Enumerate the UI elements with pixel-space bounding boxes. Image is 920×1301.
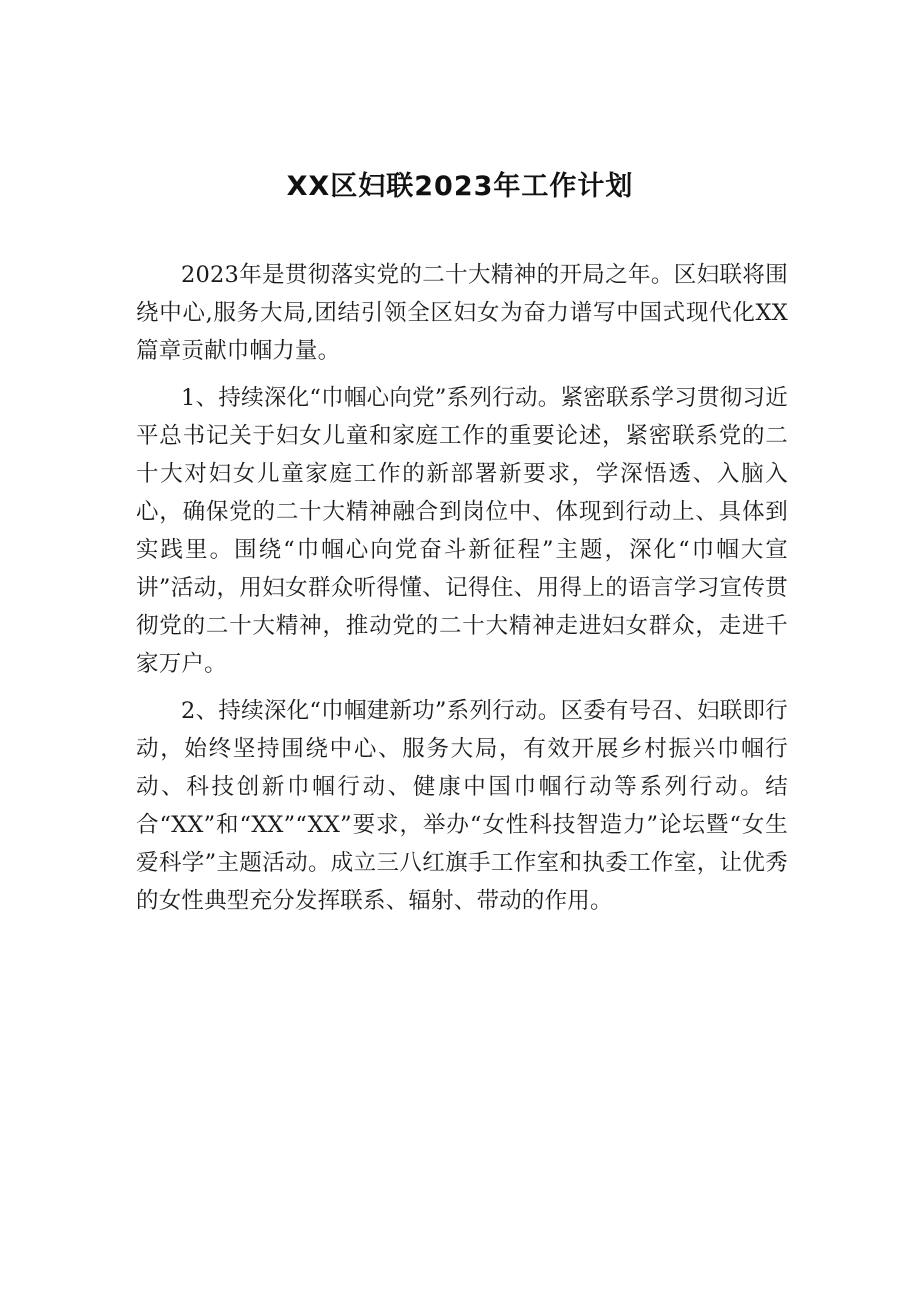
paragraph-item-2: 2、持续深化“巾帼建新功”系列行动。区委有号召、妇联即行动，始终坚持围绕中心、服务大局，有效开展乡村振兴巾帼行动、科技创新巾帼行动、健康中国巾帼行动等系列行动。结合“XX”和“XX”“XX”要求，举办“女性科技智造力”论坛暨“女生爱科学”主题活动。成立三八红旗手工作室和执委工作室，让优秀的女性典型充分发挥联系、辐射、带动的作用。: [136, 698, 788, 914]
paragraph-item-1: 1、持续深化“巾帼心向党”系列行动。紧密联系学习贯彻习近平总书记关于妇女儿童和家庭工作的重要论述，紧密联系党的二十大对妇女儿童家庭工作的新部署新要求，学深悟透、入脑入心，确保党的二十大精神融合到岗位中、体现到行动上、具体到实践里。围绕“巾帼心向党奋斗新征程”主题，深化“巾帼大宣讲”活动，用妇女群众听得懂、记得住、用得上的语言学习宣传贯彻党的二十大精神，推动党的二十大精神走进妇女群众，走进千家万户。: [136, 385, 788, 677]
document-body: [136, 256, 788, 929]
document-title: XX区妇联2023年工作计划: [286, 171, 634, 202]
paragraph-intro: 2023年是贯彻落实党的二十大精神的开局之年。区妇联将围绕中心,服务大局,团结引领全区妇女为奋力谱写中国式现代化XX篇章贡献巾帼力量。: [136, 262, 788, 364]
